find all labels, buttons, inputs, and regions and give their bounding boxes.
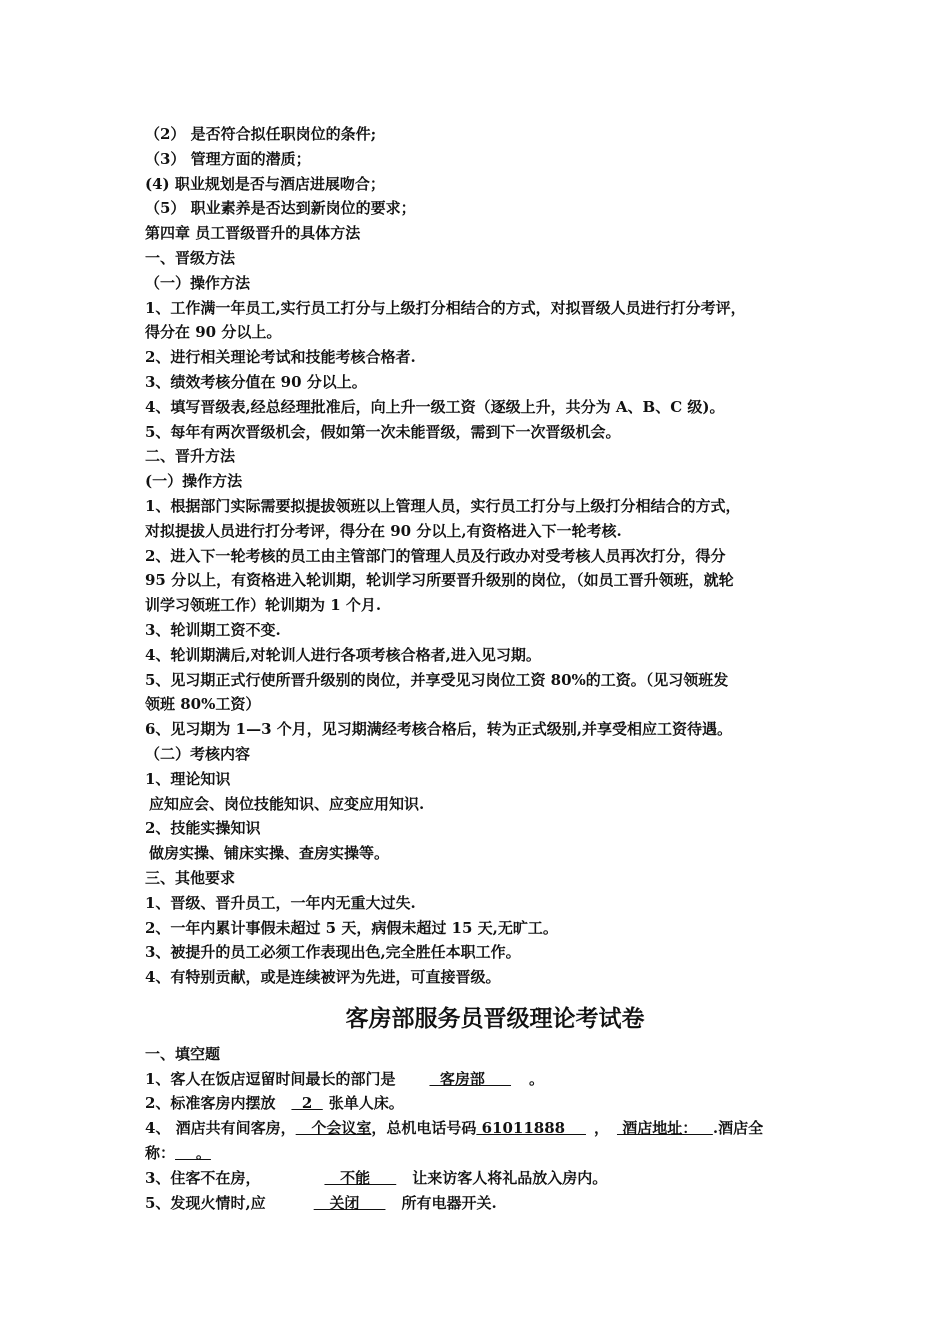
question-4 bbox=[145, 1116, 825, 1141]
advancement-item: 4、轮训期满后,对轮训人进行各项考核合格者,进入见习期。 bbox=[145, 645, 541, 664]
assessment-detail: 应知应会、岗位技能知识、应变应用知识. bbox=[149, 794, 425, 813]
question-1 bbox=[145, 1067, 825, 1092]
question-4-answer-name: 。 bbox=[175, 1144, 211, 1163]
question-4-line-2-text: 称： bbox=[145, 1144, 176, 1163]
question-4-answer-address: 酒店地址： bbox=[616, 1119, 713, 1138]
assessment-item: 1、理论知识 bbox=[145, 769, 231, 788]
advancement-item: 95 分以上，有资格进入轮训期，轮训学习所要晋升级别的岗位，（如员工晋升领班，就轮 bbox=[145, 571, 734, 590]
question-5-text: 5、发现火情时,应 bbox=[145, 1193, 266, 1212]
question-2-end: 张单人床。 bbox=[328, 1094, 404, 1113]
fill-blank-heading: 一、填空题 bbox=[145, 1044, 221, 1063]
assessment-item: 2、技能实操知识 bbox=[145, 819, 261, 838]
advancement-item: 领班 80%工资） bbox=[145, 695, 261, 714]
question-5 bbox=[145, 1191, 825, 1216]
question-5-end: 所有电器开关. bbox=[401, 1193, 497, 1212]
question-2-text: 2、标准客房内摆放 bbox=[145, 1094, 276, 1113]
question-1-end: 。 bbox=[529, 1069, 545, 1088]
requirement-item: 4、有特别贡献，或是连续被评为先进，可直接晋级。 bbox=[145, 968, 501, 987]
criteria-item-5: （5） 职业素养是否达到新岗位的要求； bbox=[145, 199, 416, 218]
question-4-comma: ， bbox=[593, 1119, 609, 1138]
requirement-item: 3、被提升的员工必须工作表现出色,完全胜任本职工作。 bbox=[145, 943, 521, 962]
question-4-text: 4、 酒店共有间客房， bbox=[145, 1119, 296, 1138]
advancement-item: 6、见习期为 1—3 个月，见习期满经考核合格后，转为正式级别,并享受相应工资待遇。 bbox=[145, 720, 732, 739]
advancement-item: 2、进入下一轮考核的员工由主管部门的管理人员及行政办对受考核人员再次打分，得分 bbox=[145, 546, 726, 565]
promotion-item: 3、绩效考核分值在 90 分以上。 bbox=[145, 372, 367, 391]
question-4-answer-rooms: 个会议室 bbox=[295, 1119, 372, 1138]
question-5-answer: 关闭 bbox=[313, 1193, 386, 1212]
criteria-item-3: （3） 管理方面的潜质； bbox=[145, 149, 311, 168]
advancement-item: 训学习领班工作）轮训期为 1 个月. bbox=[145, 596, 382, 615]
section-2-sub-heading: (一）操作方法 bbox=[145, 472, 243, 491]
assessment-sub-heading: （二）考核内容 bbox=[145, 744, 251, 763]
promotion-item: 得分在 90 分以上。 bbox=[145, 323, 282, 342]
promotion-item: 5、每年有两次晋级机会，假如第一次未能晋级，需到下一次晋级机会。 bbox=[145, 422, 621, 441]
criteria-item-4: (4) 职业规划是否与酒店进展吻合； bbox=[145, 174, 385, 193]
question-3-end: 让来访客人将礼品放入房内。 bbox=[412, 1168, 608, 1187]
promotion-item: 4、填写晋级表,经总经理批准后，向上升一级工资（逐级上升，共分为 A、B、C 级)。 bbox=[145, 397, 725, 416]
question-2 bbox=[145, 1091, 825, 1116]
question-4-text-end: .酒店全 bbox=[712, 1119, 764, 1138]
question-4-answer-phone: 61011888 bbox=[476, 1119, 586, 1138]
question-3 bbox=[145, 1166, 825, 1191]
question-4-text-phone: ，总机电话号码 bbox=[371, 1119, 477, 1138]
section-2-heading: 二、晋升方法 bbox=[145, 447, 236, 466]
advancement-item: 1、根据部门实际需要拟提拔领班以上管理人员，实行员工打分与上级打分相结合的方式， bbox=[145, 496, 741, 515]
exam-paper-title: 客房部服务员晋级理论考试卷 bbox=[345, 1005, 645, 1032]
question-3-text: 3、住客不在房， bbox=[145, 1168, 261, 1187]
criteria-item-2: （2） 是否符合拟任职岗位的条件; bbox=[145, 125, 377, 143]
assessment-detail: 做房实操、铺床实操、查房实操等。 bbox=[149, 844, 390, 863]
document-page bbox=[145, 122, 825, 1215]
section-1-sub-heading: （一）操作方法 bbox=[145, 273, 251, 292]
section-1-heading: 一、晋级方法 bbox=[145, 248, 236, 267]
promotion-item: 2、进行相关理论考试和技能考核合格者. bbox=[145, 348, 416, 367]
question-3-answer: 不能 bbox=[324, 1168, 397, 1187]
advancement-item: 对拟提拔人员进行打分考评，得分在 90 分以上,有资格进入下一轮考核. bbox=[145, 521, 622, 540]
promotion-item: 1、工作满一年员工,实行员工打分与上级打分相结合的方式，对拟晋级人员进行打分考评， bbox=[145, 298, 746, 317]
question-1-text: 1、客人在饭店逗留时间最长的部门是 bbox=[145, 1069, 396, 1088]
advancement-item: 5、见习期正式行使所晋升级别的岗位，并享受见习岗位工资 80%的工资。（见习领班发 bbox=[145, 670, 729, 689]
section-3-heading: 三、其他要求 bbox=[145, 868, 236, 887]
question-1-answer: 客房部 bbox=[429, 1069, 512, 1088]
advancement-item: 3、轮训期工资不变. bbox=[145, 620, 281, 639]
question-2-answer: 2 bbox=[291, 1094, 323, 1113]
requirement-item: 2、一年内累计事假未超过 5 天，病假未超过 15 天,无旷工。 bbox=[145, 918, 558, 937]
requirement-item: 1、晋级、晋升员工，一年内无重大过失. bbox=[145, 893, 416, 912]
question-4-line-2 bbox=[145, 1141, 825, 1166]
chapter-4-heading: 第四章 员工晋级晋升的具体方法 bbox=[145, 224, 361, 243]
